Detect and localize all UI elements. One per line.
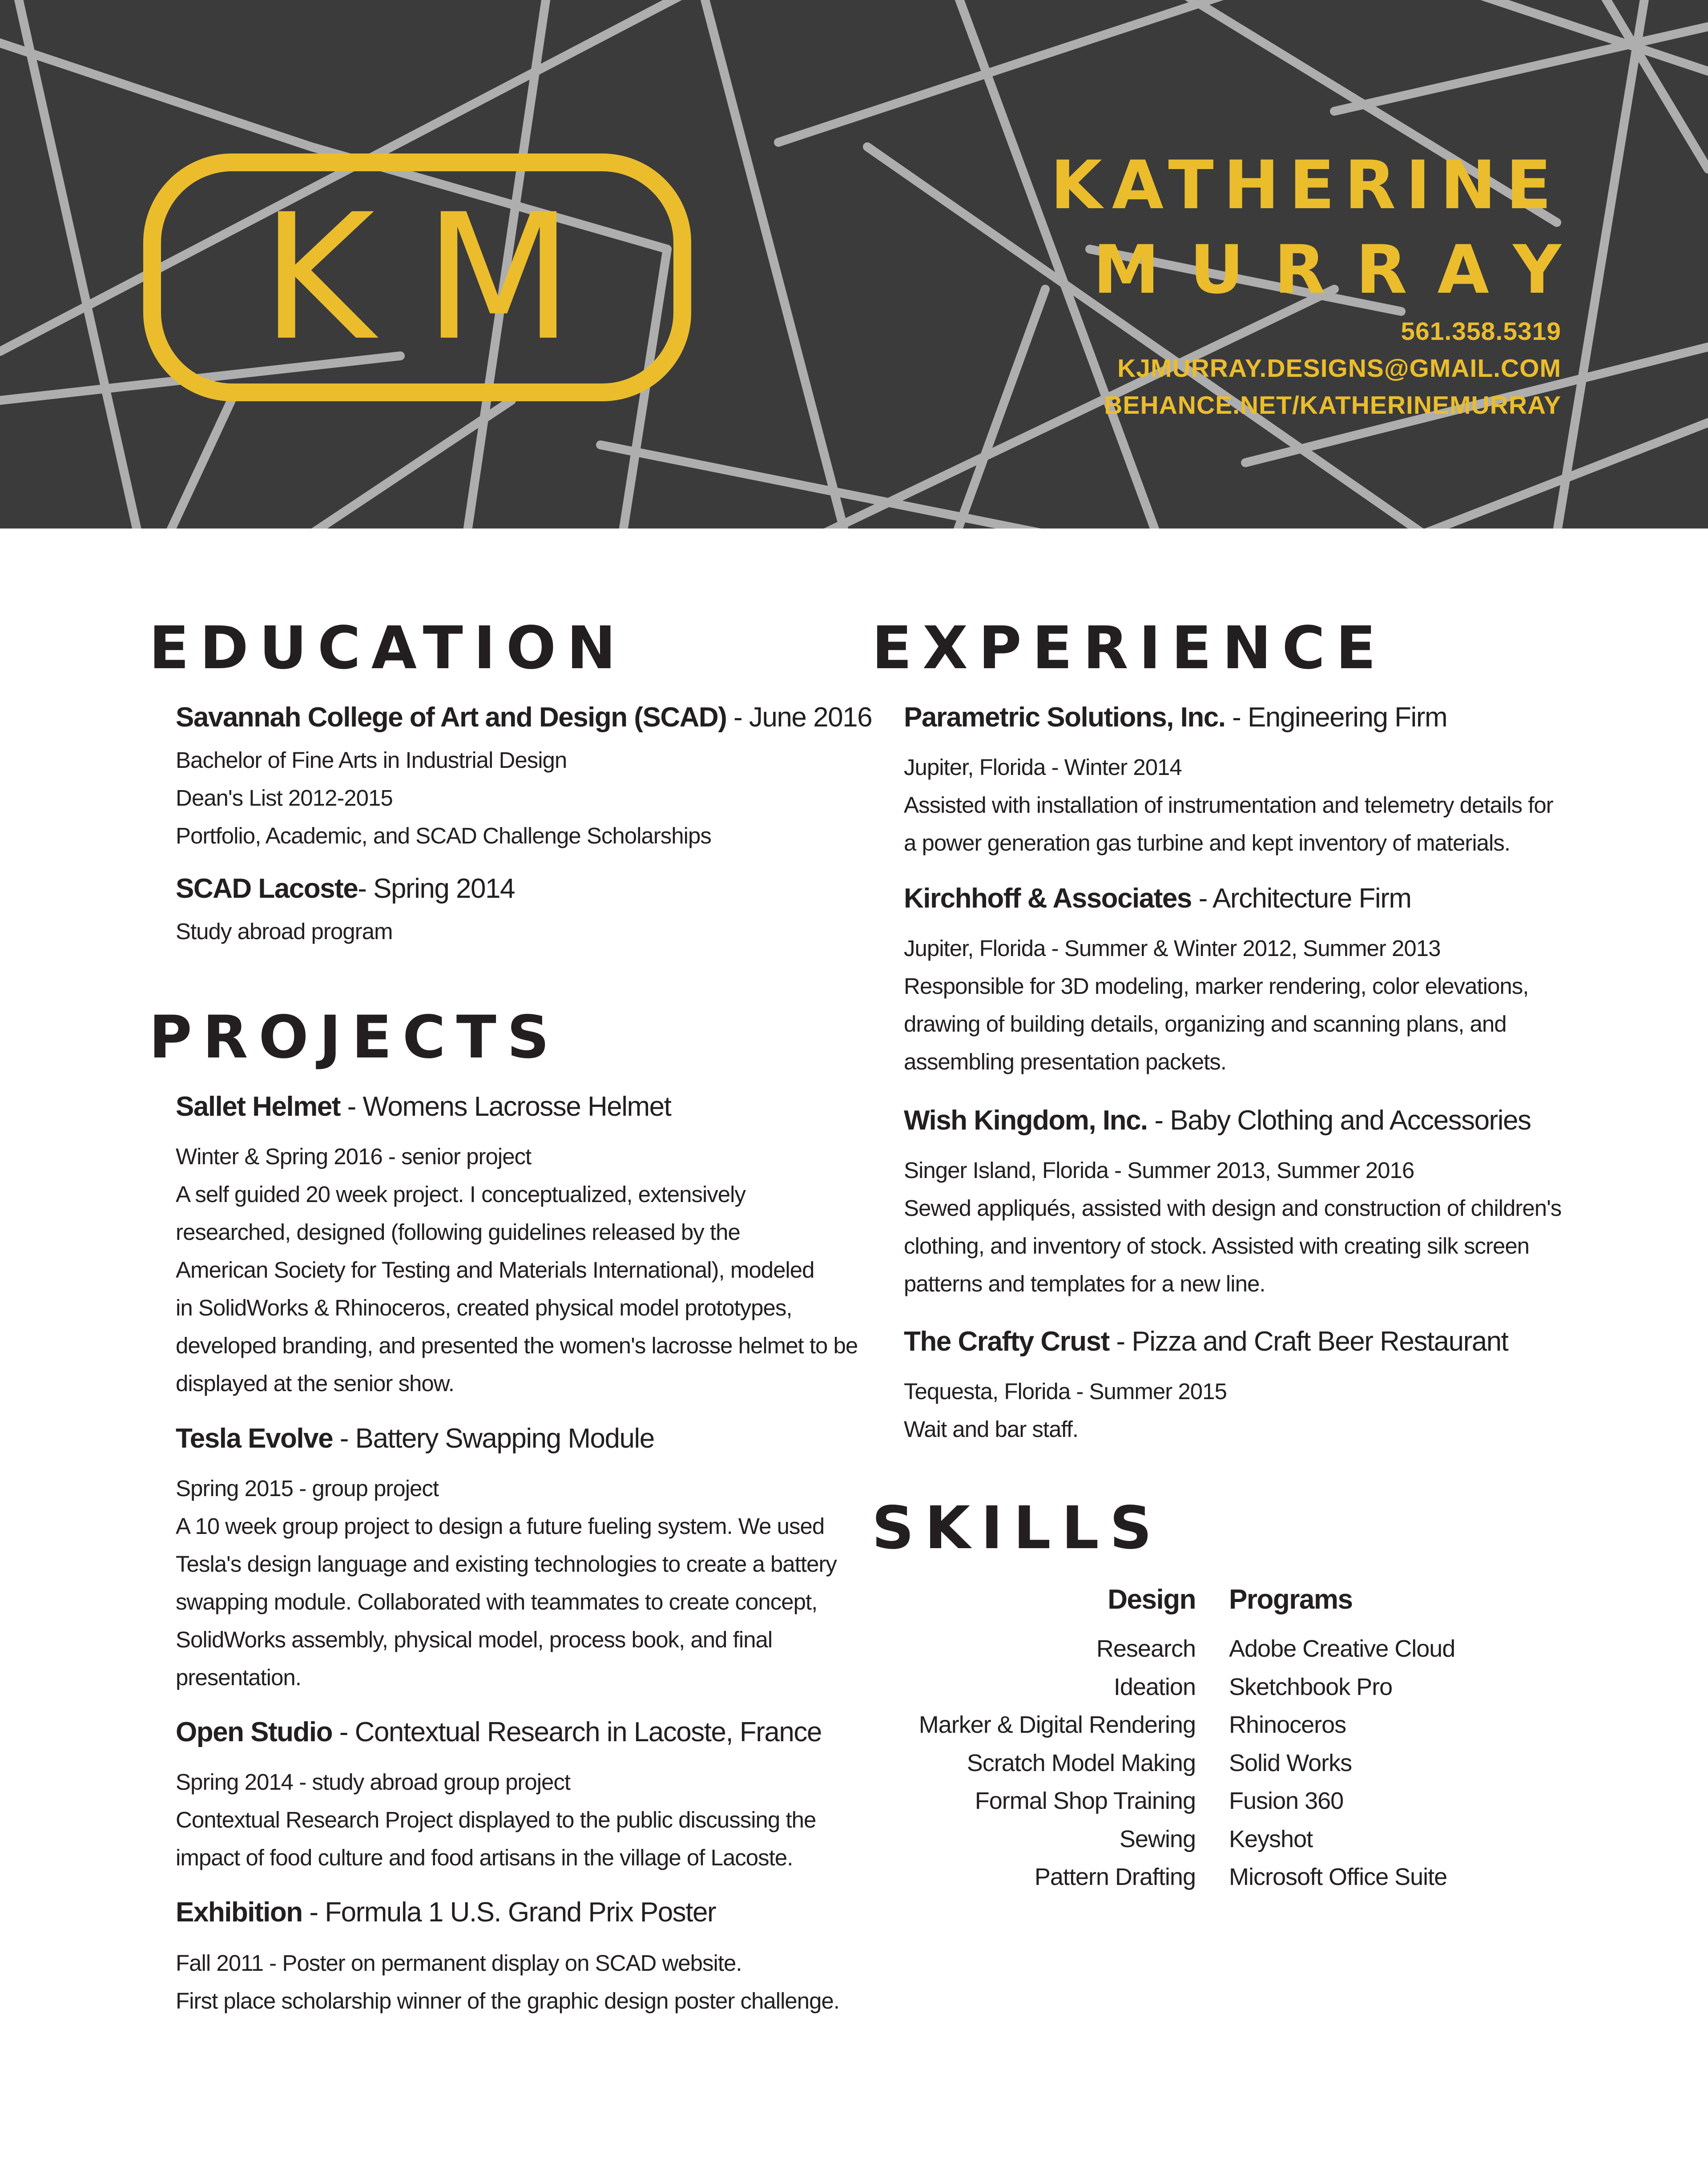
program-item: Adobe Creative Cloud bbox=[1229, 1635, 1455, 1662]
entry-name: Wish Kingdom, Inc. bbox=[904, 1105, 1148, 1136]
body-line: patterns and templates for a new line. bbox=[904, 1271, 1265, 1296]
skill-item: Pattern Drafting bbox=[1034, 1864, 1196, 1890]
education-entry-scad bbox=[176, 702, 872, 733]
program-item: Microsoft Office Suite bbox=[1229, 1864, 1447, 1890]
skills-design-column bbox=[919, 1584, 1196, 1901]
project-entry-tesla-body bbox=[176, 1469, 837, 1696]
body-line: assembling presentation packets. bbox=[904, 1049, 1226, 1074]
body-line: impact of food culture and food artisans in the village of Lacoste. bbox=[176, 1845, 793, 1870]
body-line: SolidWorks assembly, physical model, process book, and final bbox=[176, 1627, 773, 1652]
email-address: KJMURRAY.DESIGNS@GMAIL.COM bbox=[1117, 354, 1561, 383]
experience-entry-wish-kingdom-body bbox=[904, 1151, 1561, 1303]
experience-entry-wish-kingdom bbox=[904, 1105, 1531, 1136]
experience-entry-kirchhoff bbox=[904, 883, 1411, 914]
entry-name: Kirchhoff & Associates bbox=[904, 883, 1192, 914]
program-item: Solid Works bbox=[1229, 1749, 1352, 1776]
experience-entry-crafty-crust bbox=[904, 1326, 1508, 1357]
entry-detail: - Spring 2014 bbox=[358, 873, 515, 904]
logo-monogram: KM bbox=[261, 176, 623, 379]
body-line: Singer Island, Florida - Summer 2013, Summer 2016 bbox=[904, 1158, 1414, 1183]
entry-detail: - Engineering Firm bbox=[1225, 702, 1447, 733]
body-line: Wait and bar staff. bbox=[904, 1416, 1079, 1442]
skill-item: Formal Shop Training bbox=[975, 1788, 1196, 1814]
body-line: Spring 2014 - study abroad group project bbox=[176, 1769, 571, 1795]
body-line: American Society for Testing and Materials International), modeled bbox=[176, 1257, 814, 1283]
entry-name: Savannah College of Art and Design (SCAD) bbox=[176, 702, 727, 733]
entry-name: Open Studio bbox=[176, 1717, 333, 1747]
project-entry-tesla bbox=[176, 1423, 654, 1454]
design-heading: Design bbox=[1108, 1584, 1196, 1615]
education-entry-lacoste-body bbox=[176, 912, 392, 950]
entry-detail: - June 2016 bbox=[726, 702, 872, 733]
program-item: Rhinoceros bbox=[1229, 1711, 1346, 1738]
body-line: clothing, and inventory of stock. Assisted with creating silk screen bbox=[904, 1233, 1530, 1259]
body-line: Tesla's design language and existing technologies to create a battery bbox=[176, 1551, 837, 1577]
program-item: Keyshot bbox=[1229, 1825, 1313, 1852]
body-line: Portfolio, Academic, and SCAD Challenge Scholarships bbox=[176, 823, 711, 848]
entry-detail: - Contextual Research in Lacoste, France bbox=[332, 1717, 822, 1747]
experience-entry-crafty-crust-body bbox=[904, 1372, 1227, 1448]
experience-entry-kirchhoff-body bbox=[904, 929, 1528, 1081]
skill-item: Research bbox=[1096, 1635, 1196, 1662]
entry-name: Parametric Solutions, Inc. bbox=[904, 702, 1225, 733]
program-item: Sketchbook Pro bbox=[1229, 1673, 1393, 1700]
body-line: a power generation gas turbine and kept inventory of materials. bbox=[904, 830, 1511, 855]
skill-item: Sewing bbox=[1119, 1825, 1196, 1852]
entry-detail: - Formula 1 U.S. Grand Prix Poster bbox=[302, 1897, 716, 1928]
body-line: drawing of building details, organizing and scanning plans, and bbox=[904, 1011, 1507, 1037]
education-entry-lacoste bbox=[176, 873, 515, 904]
project-entry-sallet-body bbox=[176, 1138, 858, 1402]
programs-heading: Programs bbox=[1229, 1584, 1353, 1615]
project-entry-open-studio-body bbox=[176, 1763, 816, 1876]
body-line: Responsible for 3D modeling, marker rendering, color elevations, bbox=[904, 973, 1529, 999]
body-line: in SolidWorks & Rhinoceros, created physical model prototypes, bbox=[176, 1295, 792, 1320]
body-line: researched, designed (following guidelines released by the bbox=[176, 1219, 740, 1245]
project-entry-exhibition-body bbox=[176, 1944, 839, 2020]
entry-name: SCAD Lacoste bbox=[176, 873, 358, 904]
name-first: KATHERINE bbox=[1050, 147, 1561, 224]
skills-programs-column bbox=[1229, 1584, 1455, 1901]
entry-detail: - Womens Lacrosse Helmet bbox=[340, 1091, 671, 1122]
projects-title: PROJECTS bbox=[149, 1003, 560, 1072]
body-line: developed branding, and presented the women's lacrosse helmet to be bbox=[176, 1333, 858, 1358]
phone-number: 561.358.5319 bbox=[1401, 317, 1561, 346]
entry-name: Sallet Helmet bbox=[176, 1091, 340, 1122]
body-line: Winter & Spring 2016 - senior project bbox=[176, 1144, 532, 1169]
project-entry-open-studio bbox=[176, 1716, 822, 1748]
education-entry-scad-body bbox=[176, 741, 711, 855]
header-banner bbox=[0, 0, 1708, 529]
website-link: BEHANCE.NET/KATHERINEMURRAY bbox=[1104, 391, 1561, 420]
entry-detail: - Baby Clothing and Accessories bbox=[1147, 1105, 1531, 1136]
entry-name: Exhibition bbox=[176, 1897, 302, 1928]
body-line: swapping module. Collaborated with teammates to create concept, bbox=[176, 1589, 818, 1614]
body-line: Dean's List 2012-2015 bbox=[176, 785, 393, 811]
program-item: Fusion 360 bbox=[1229, 1788, 1344, 1814]
body-line: Contextual Research Project displayed to the public discussing the bbox=[176, 1807, 816, 1832]
body-line: presentation. bbox=[176, 1665, 301, 1690]
entry-name: Tesla Evolve bbox=[176, 1423, 333, 1454]
body-line: Bachelor of Fine Arts in Industrial Design bbox=[176, 747, 567, 773]
body-line: A self guided 20 week project. I conceptualized, extensively bbox=[176, 1182, 745, 1207]
body-line: Spring 2015 - group project bbox=[176, 1476, 439, 1501]
experience-title: EXPERIENCE bbox=[872, 614, 1387, 682]
body-line: Assisted with installation of instrumentation and telemetry details for bbox=[904, 792, 1553, 818]
body-line: Sewed appliqués, assisted with design and construction of children's bbox=[904, 1195, 1562, 1221]
km-logo bbox=[143, 153, 691, 401]
body-line: First place scholarship winner of the graphic design poster challenge. bbox=[176, 1988, 840, 2014]
skill-item: Ideation bbox=[1113, 1673, 1196, 1700]
skill-item: Scratch Model Making bbox=[967, 1749, 1196, 1776]
body-line: Tequesta, Florida - Summer 2015 bbox=[904, 1379, 1227, 1404]
project-entry-exhibition bbox=[176, 1897, 716, 1928]
body-line: Jupiter, Florida - Winter 2014 bbox=[904, 755, 1182, 780]
education-title: EDUCATION bbox=[149, 614, 627, 682]
entry-name: The Crafty Crust bbox=[904, 1326, 1109, 1357]
entry-detail: - Architecture Firm bbox=[1191, 883, 1411, 914]
entry-detail: - Pizza and Craft Beer Restaurant bbox=[1109, 1326, 1508, 1357]
name-last: MURRAY bbox=[1093, 231, 1591, 309]
skills-title: SKILLS bbox=[872, 1494, 1163, 1562]
entry-detail: - Battery Swapping Module bbox=[333, 1423, 654, 1454]
body-line: A 10 week group project to design a future fueling system. We used bbox=[176, 1513, 825, 1539]
body-line: displayed at the senior show. bbox=[176, 1371, 454, 1396]
experience-entry-parametric-body bbox=[904, 748, 1553, 862]
body-line: Jupiter, Florida - Summer & Winter 2012, Summer 2013 bbox=[904, 936, 1441, 961]
project-entry-sallet bbox=[176, 1091, 671, 1122]
body-line: Study abroad program bbox=[176, 919, 393, 944]
experience-entry-parametric bbox=[904, 702, 1447, 733]
body-line: Fall 2011 - Poster on permanent display on SCAD website. bbox=[176, 1950, 742, 1976]
skill-item: Marker & Digital Rendering bbox=[918, 1711, 1196, 1738]
